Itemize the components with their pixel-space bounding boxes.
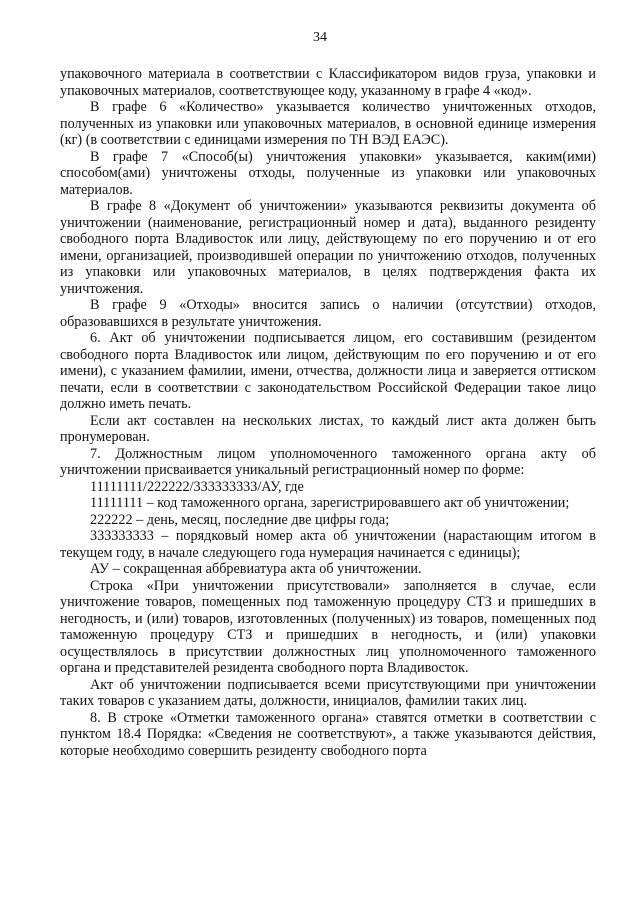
paragraph: Строка «При уничтожении присутствовали» заполняется в случае, если уничтожение товаров, помещенных под таможенную процедуру СТЗ и пришедших в негодность, и (или) товаров, изготовленных (полученных) из товаров, помещенных под таможенную процедуру СТЗ и пришедших в негодность, и (или) упаковки осуществлялось в присутствии должностных лиц уполномоченного таможенного органа и представителей резидента свободного порта Владивосток. bbox=[60, 577, 596, 676]
paragraph: В графе 6 «Количество» указывается количество уничтоженных отходов, полученных из упаковки или упаковочных материалов, в основной единице измерения (кг) (в соответствии с единицами измерения по ТН ВЭД ЕАЭС). bbox=[60, 99, 596, 148]
page-number: 34 bbox=[313, 30, 327, 45]
paragraph: 222222 – день, месяц, последние две цифры года; bbox=[90, 511, 390, 528]
paragraph: В графе 7 «Способ(ы) уничтожения упаковки» указывается, каким(ими) способом(ами) уничтожены отходы, полученные из упаковки или упаковочных материалов. bbox=[60, 148, 596, 198]
paragraph: 333333333 – порядковый номер акта об уничтожении (нарастающим итогом в текущем году, в начале следующего года нумерация начинается с единицы); bbox=[60, 528, 596, 561]
paragraph: 6. Акт об уничтожении подписывается лицом, его составившим (резидентом свободного порта Владивосток или лицом, действующим по его поручению и от его имени), с указанием фамилии, имени, отчества, должности лица и заверяется оттиском печати, если в соответствии с законодательством Российской Федерации такое лицо должно иметь печать. bbox=[60, 330, 596, 412]
paragraph: 8. В строке «Отметки таможенного органа» ставятся отметки в соответствии с пунктом 18.4 Порядка: «Сведения не соответствуют», а также указываются действия, которые необходимо совершить резиденту свободного порта bbox=[60, 709, 596, 759]
paragraph: Если акт составлен на нескольких листах, то каждый лист акта должен быть пронумерован. bbox=[60, 412, 596, 445]
paragraph: В графе 9 «Отходы» вносится запись о наличии (отсутствии) отходов, образовавшихся в результате уничтожения. bbox=[60, 297, 596, 330]
paragraph: 11111111 – код таможенного органа, зарегистрировавшего акт об уничтожении; bbox=[90, 495, 570, 511]
paragraph: В графе 8 «Документ об уничтожении» указываются реквизиты документа об уничтожении (наименование, регистрационный номер и дата), выданного резиденту свободного порта Владивосток или лицу, действующему по его поручению и от его имени, организацией, производившей операции по уничтожению отходов, полученных из упаковки или упаковочных материалов, в целях подтверждения факта их уничтожения. bbox=[60, 198, 596, 297]
paragraph: АУ – сокращенная аббревиатура акта об уничтожении. bbox=[90, 561, 422, 577]
paragraph: Акт об уничтожении подписывается всеми присутствующими при уничтожении таких товаров с указанием даты, должности, инициалов, фамилии таких лиц. bbox=[60, 676, 596, 709]
paragraph: 7. Должностным лицом уполномоченного таможенного органа акту об уничтожении присваивается уникальный регистрационный номер по форме: bbox=[60, 445, 596, 478]
document-body bbox=[60, 66, 596, 759]
paragraph: упаковочного материала в соответствии с Классификатором видов груза, упаковки и упаковочных материалов, соответствующее коду, указанному в графе 4 «код». bbox=[60, 66, 596, 99]
paragraph: 11111111/222222/333333333/АУ, где bbox=[90, 478, 304, 495]
